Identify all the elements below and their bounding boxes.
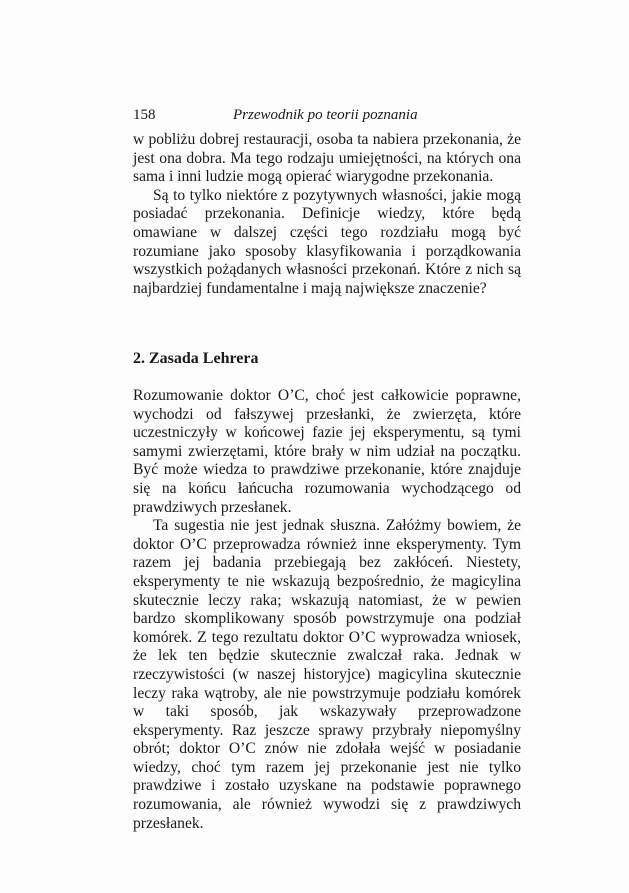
paragraph: Ta sugestia nie jest jednak słuszna. Załóżmy bowiem, że doktor O’C przeprowadza również inne eksperymenty. Tym razem jej badania przebiegają bez zakłóceń. Niestety, eksperymenty te nie wskazują bezpośrednio, że magicylina skutecznie leczy raka; wskazują natomiast, że w pewien bardzo skomplikowany sposób powstrzymuje ona podział komórek. Z tego rezultatu doktor O’C wyprowadza wniosek, że lek ten będzie skutecznie zwalczał raka. Jednak w rzeczywistości (w naszej historyjce) magicylina skutecznie leczy raka wątroby, ale nie powstrzymuje podziału komórek w taki sposób, jak wskazywały przeprowadzone eksperymenty. Raz jeszcze sprawy przybrały niepomyślny obrót; doktor O’C znów nie zdołała wejść w posiadanie wiedzy, choć tym razem jej przekonanie jest nie tylko prawdziwe i zostało uzyskane na podstawie poprawnego rozumowania, ale również wywodzi się z prawdziwych przesłanek. [133,517,521,832]
text-block-continuation [133,131,521,298]
text-block-section-2 [133,387,521,833]
running-title: Przewodnik po teorii poznania [233,107,418,123]
paragraph: w pobliżu dobrej restauracji, osoba ta nabiera przekonania, że jest ona dobra. Ma tego rodzaju umiejętności, na których ona sama i inni ludzie mogą opierać wiarygodne przekonania. [133,131,521,186]
paragraph: Są to tylko niektóre z pozytywnych własności, jakie mogą posiadać przekonania. Definicje wiedzy, które będą omawiane w dalszej części tego rozdziału mogą być rozumiane jako sposoby klasyfikowania i porządkowania wszystkich pożądanych własności przekonań. Które z nich są najbardziej fundamentalne i mają największe znaczenie? [133,186,521,297]
section-heading: 2. Zasada Lehrera [133,350,259,367]
page-number: 158 [133,107,156,123]
running-header [133,105,521,125]
paragraph: Rozumowanie doktor O’C, choć jest całkowicie poprawne, wychodzi od fałszywej przesłanki, że zwierzęta, które uczestniczyły w końcowej fazie jej eksperymentu, są tymi samymi zwierzętami, które brały w nim udział na początku. Być może wiedza to prawdziwe przekonanie, które znajduje się na końcu łańcucha rozumowania wychodzącego od prawdziwych przesłanek. [133,387,521,516]
